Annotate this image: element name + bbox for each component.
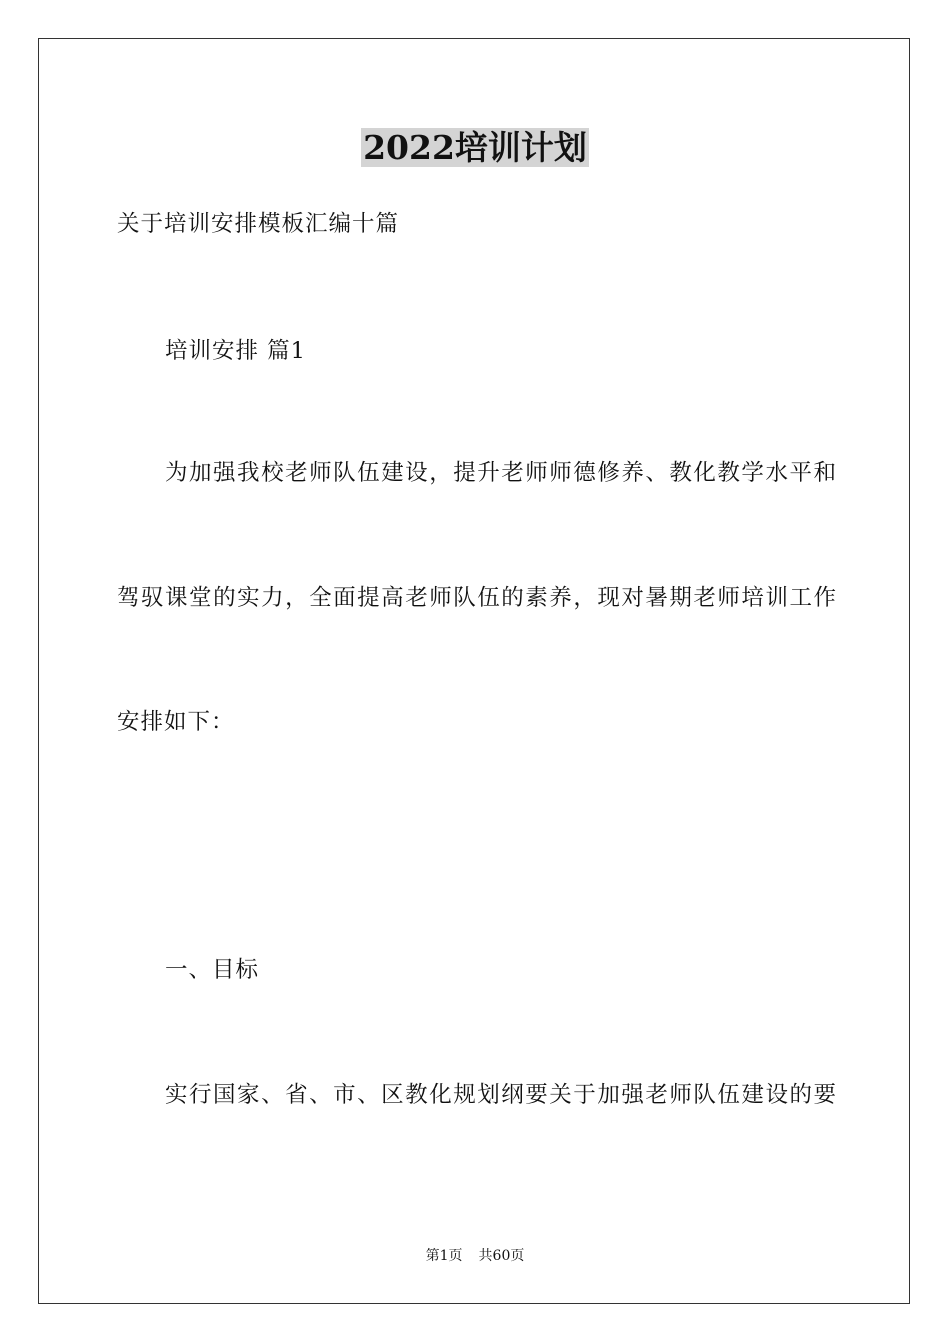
paragraph-line: 为加强我校老师队伍建设，提升老师师德修养、教化教学水平和 bbox=[165, 460, 837, 486]
page-number: 第1页 bbox=[425, 1248, 463, 1264]
paragraph-line: 实行国家、省、市、区教化规划纲要关于加强老师队伍建设的要 bbox=[165, 1082, 837, 1108]
page-footer bbox=[0, 1246, 950, 1266]
paragraph-line: 安排如下： bbox=[117, 709, 235, 735]
page-total: 共60页 bbox=[478, 1248, 525, 1264]
paragraph-line: 驾驭课堂的实力，全面提高老师队伍的素养，现对暑期老师培训工作 bbox=[117, 585, 837, 611]
document-title-text: 2022培训计划 bbox=[363, 128, 587, 167]
section-heading: 培训安排 篇1 bbox=[165, 338, 306, 364]
document-subtitle: 关于培训安排模板汇编十篇 bbox=[117, 211, 400, 237]
document-title bbox=[0, 124, 950, 172]
goal-heading: 一、目标 bbox=[165, 957, 260, 983]
